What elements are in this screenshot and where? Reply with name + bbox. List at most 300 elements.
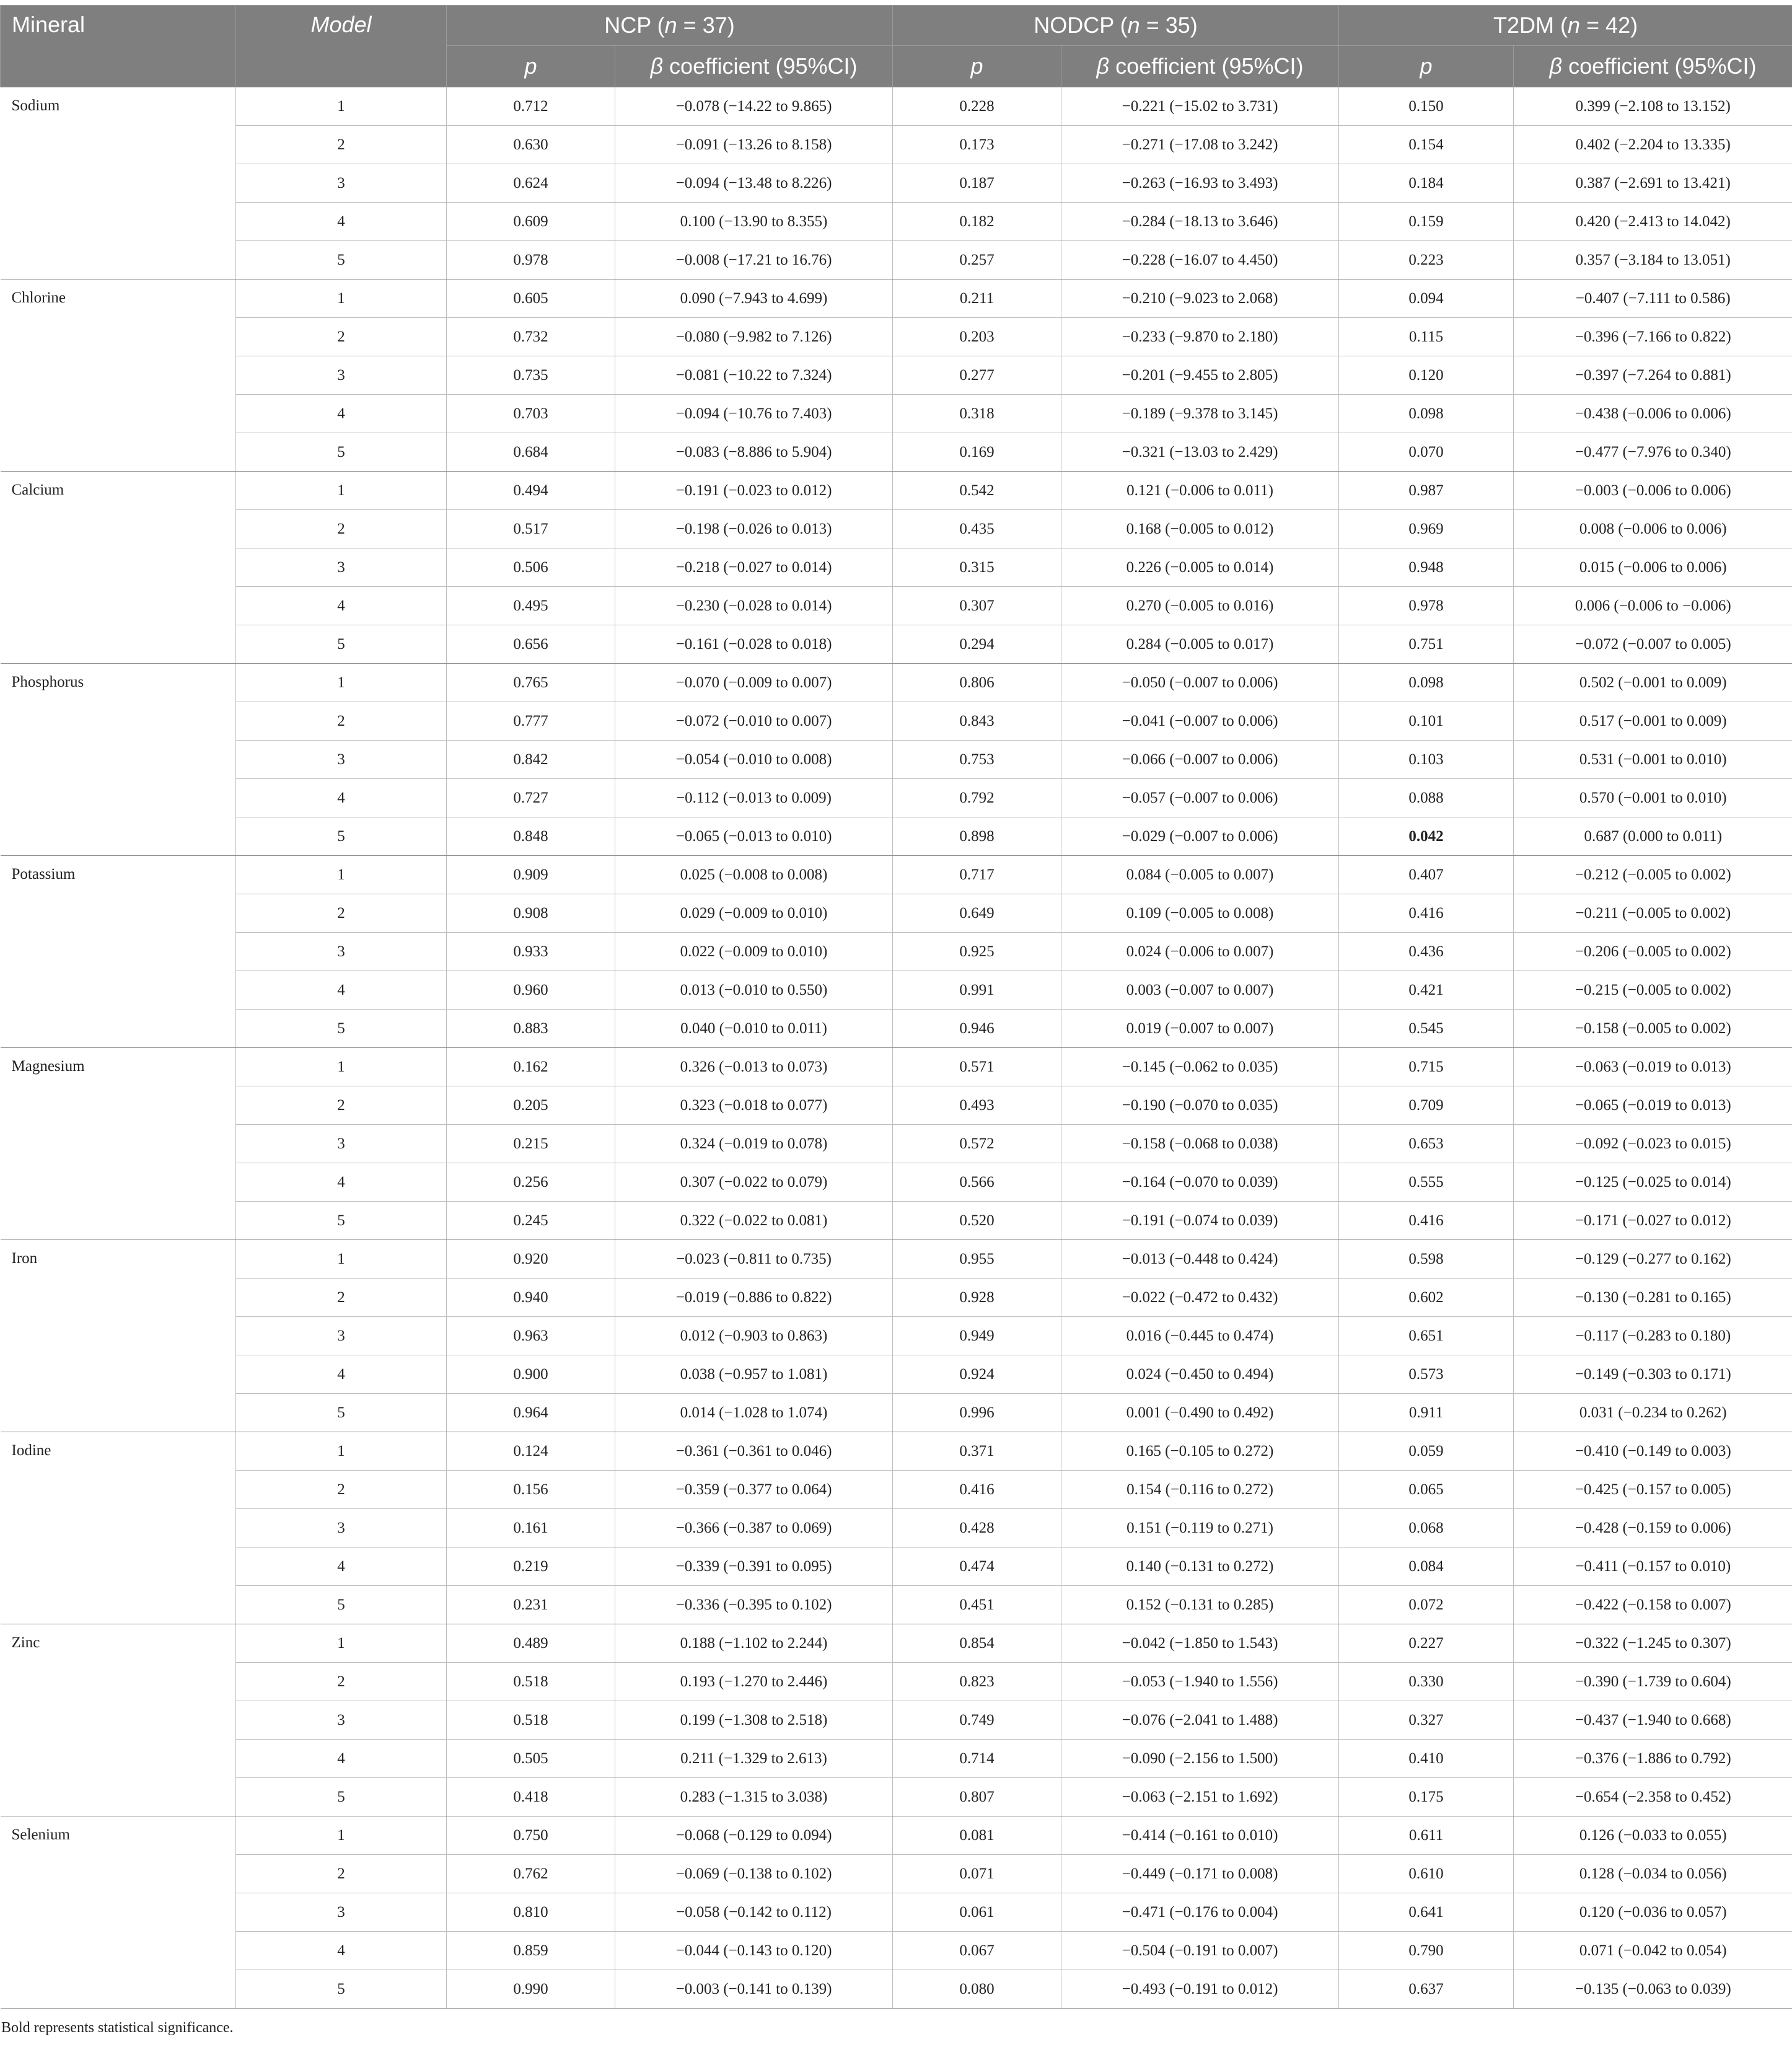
t2dm-beta-cell: −0.063 (−0.019 to 0.013) [1514, 1048, 1792, 1086]
ncp-beta-cell: −0.191 (−0.023 to 0.012) [615, 472, 893, 510]
model-number-cell: 2 [236, 126, 447, 164]
ncp-beta-cell: −0.068 (−0.129 to 0.094) [615, 1816, 893, 1855]
model-number-cell: 1 [236, 1816, 447, 1855]
model-number-cell: 1 [236, 664, 447, 702]
ncp-beta-cell: −0.094 (−10.76 to 7.403) [615, 395, 893, 433]
ncp-p-cell: 0.231 [447, 1586, 615, 1624]
ncp-beta-cell: 0.199 (−1.308 to 2.518) [615, 1701, 893, 1740]
model-number-cell: 5 [236, 1010, 447, 1048]
nodcp-beta-cell: −0.321 (−13.03 to 2.429) [1061, 433, 1339, 472]
nodcp-beta-cell: 0.226 (−0.005 to 0.014) [1061, 548, 1339, 587]
t2dm-beta-cell: −0.171 (−0.027 to 0.012) [1514, 1202, 1792, 1240]
ncp-p-cell: 0.960 [447, 971, 615, 1010]
nodcp-beta-cell: −0.504 (−0.191 to 0.007) [1061, 1932, 1339, 1970]
header-p: p [893, 46, 1061, 87]
t2dm-beta-cell: −0.206 (−0.005 to 0.002) [1514, 933, 1792, 971]
ncp-p-cell: 0.735 [447, 356, 615, 395]
ncp-p-cell: 0.489 [447, 1624, 615, 1663]
header-group-nodcp: NODCP (n = 35) [893, 6, 1339, 46]
model-number-cell: 3 [236, 1509, 447, 1547]
t2dm-beta-cell: −0.437 (−1.940 to 0.668) [1514, 1701, 1792, 1740]
ncp-p-cell: 0.656 [447, 625, 615, 664]
ncp-p-cell: 0.978 [447, 241, 615, 280]
t2dm-p-cell: 0.098 [1339, 664, 1514, 702]
t2dm-beta-cell: 0.502 (−0.001 to 0.009) [1514, 664, 1792, 702]
t2dm-p-cell: 0.227 [1339, 1624, 1514, 1663]
model-number-cell: 2 [236, 702, 447, 741]
table-row [1, 1240, 1792, 1279]
model-number-cell: 5 [236, 817, 447, 856]
table-row [1, 548, 1792, 587]
table-row [1, 1125, 1792, 1163]
table-row [1, 664, 1792, 702]
ncp-beta-cell: −0.019 (−0.886 to 0.822) [615, 1279, 893, 1317]
ncp-beta-cell: 0.040 (−0.010 to 0.011) [615, 1010, 893, 1048]
nodcp-p-cell: 0.949 [893, 1317, 1061, 1355]
t2dm-beta-cell: −0.215 (−0.005 to 0.002) [1514, 971, 1792, 1010]
ncp-p-cell: 0.732 [447, 318, 615, 356]
t2dm-p-cell: 0.436 [1339, 933, 1514, 971]
nodcp-beta-cell: 0.152 (−0.131 to 0.285) [1061, 1586, 1339, 1624]
t2dm-beta-cell: 0.128 (−0.034 to 0.056) [1514, 1855, 1792, 1893]
t2dm-beta-cell: −0.654 (−2.358 to 0.452) [1514, 1778, 1792, 1816]
t2dm-p-cell: 0.088 [1339, 779, 1514, 817]
ncp-beta-cell: −0.336 (−0.395 to 0.102) [615, 1586, 893, 1624]
model-number-cell: 3 [236, 164, 447, 203]
ncp-p-cell: 0.703 [447, 395, 615, 433]
table-header [1, 6, 1792, 87]
table-row [1, 1279, 1792, 1317]
t2dm-p-cell: 0.042 [1339, 817, 1514, 856]
t2dm-p-cell: 0.327 [1339, 1701, 1514, 1740]
t2dm-p-cell: 0.059 [1339, 1432, 1514, 1471]
nodcp-beta-cell: −0.210 (−9.023 to 2.068) [1061, 280, 1339, 318]
t2dm-beta-cell: −0.425 (−0.157 to 0.005) [1514, 1471, 1792, 1509]
ncp-p-cell: 0.908 [447, 894, 615, 933]
t2dm-beta-cell: −0.411 (−0.157 to 0.010) [1514, 1547, 1792, 1586]
ncp-beta-cell: 0.211 (−1.329 to 2.613) [615, 1740, 893, 1778]
nodcp-beta-cell: −0.057 (−0.007 to 0.006) [1061, 779, 1339, 817]
nodcp-beta-cell: 0.024 (−0.450 to 0.494) [1061, 1355, 1339, 1394]
ncp-p-cell: 0.494 [447, 472, 615, 510]
t2dm-beta-cell: 0.387 (−2.691 to 13.421) [1514, 164, 1792, 203]
table-row [1, 1855, 1792, 1893]
nodcp-beta-cell: 0.019 (−0.007 to 0.007) [1061, 1010, 1339, 1048]
model-number-cell: 2 [236, 318, 447, 356]
ncp-beta-cell: −0.072 (−0.010 to 0.007) [615, 702, 893, 741]
ncp-p-cell: 0.762 [447, 1855, 615, 1893]
t2dm-beta-cell: −0.135 (−0.063 to 0.039) [1514, 1970, 1792, 2009]
mineral-name: Potassium [1, 856, 236, 1048]
ncp-beta-cell: 0.014 (−1.028 to 1.074) [615, 1394, 893, 1432]
ncp-p-cell: 0.161 [447, 1509, 615, 1547]
nodcp-p-cell: 0.081 [893, 1816, 1061, 1855]
t2dm-p-cell: 0.094 [1339, 280, 1514, 318]
ncp-beta-cell: −0.081 (−10.22 to 7.324) [615, 356, 893, 395]
nodcp-p-cell: 0.806 [893, 664, 1061, 702]
ncp-beta-cell: 0.307 (−0.022 to 0.079) [615, 1163, 893, 1202]
t2dm-p-cell: 0.410 [1339, 1740, 1514, 1778]
model-number-cell: 1 [236, 1624, 447, 1663]
model-number-cell: 2 [236, 1663, 447, 1701]
nodcp-beta-cell: −0.145 (−0.062 to 0.035) [1061, 1048, 1339, 1086]
nodcp-beta-cell: 0.270 (−0.005 to 0.016) [1061, 587, 1339, 625]
t2dm-beta-cell: −0.407 (−7.111 to 0.586) [1514, 280, 1792, 318]
model-number-cell: 1 [236, 280, 447, 318]
table-row [1, 164, 1792, 203]
table-row [1, 1970, 1792, 2009]
t2dm-p-cell: 0.651 [1339, 1317, 1514, 1355]
model-number-cell: 3 [236, 1317, 447, 1355]
nodcp-beta-cell: 0.084 (−0.005 to 0.007) [1061, 856, 1339, 894]
table-row [1, 1740, 1792, 1778]
t2dm-p-cell: 0.610 [1339, 1855, 1514, 1893]
mineral-name: Iron [1, 1240, 236, 1432]
t2dm-beta-cell: 0.008 (−0.006 to 0.006) [1514, 510, 1792, 548]
nodcp-beta-cell: 0.121 (−0.006 to 0.011) [1061, 472, 1339, 510]
t2dm-beta-cell: −0.130 (−0.281 to 0.165) [1514, 1279, 1792, 1317]
nodcp-p-cell: 0.187 [893, 164, 1061, 203]
header-mineral: Mineral [1, 6, 236, 87]
footnote: Bold represents statistical significance. [1, 2020, 234, 2036]
model-number-cell: 4 [236, 1355, 447, 1394]
t2dm-p-cell: 0.154 [1339, 126, 1514, 164]
mineral-name: Phosphorus [1, 664, 236, 856]
ncp-beta-cell: 0.324 (−0.019 to 0.078) [615, 1125, 893, 1163]
ncp-p-cell: 0.810 [447, 1893, 615, 1932]
mineral-name: Selenium [1, 1816, 236, 2009]
t2dm-p-cell: 0.709 [1339, 1086, 1514, 1125]
nodcp-p-cell: 0.854 [893, 1624, 1061, 1663]
nodcp-p-cell: 0.071 [893, 1855, 1061, 1893]
t2dm-beta-cell: −0.376 (−1.886 to 0.792) [1514, 1740, 1792, 1778]
nodcp-p-cell: 0.307 [893, 587, 1061, 625]
nodcp-beta-cell: −0.066 (−0.007 to 0.006) [1061, 741, 1339, 779]
model-number-cell: 5 [236, 1394, 447, 1432]
ncp-beta-cell: 0.013 (−0.010 to 0.550) [615, 971, 893, 1010]
nodcp-p-cell: 0.807 [893, 1778, 1061, 1816]
model-number-cell: 2 [236, 1855, 447, 1893]
nodcp-p-cell: 0.946 [893, 1010, 1061, 1048]
ncp-beta-cell: 0.025 (−0.008 to 0.008) [615, 856, 893, 894]
model-number-cell: 4 [236, 203, 447, 241]
ncp-beta-cell: −0.044 (−0.143 to 0.120) [615, 1932, 893, 1970]
ncp-beta-cell: −0.078 (−14.22 to 9.865) [615, 87, 893, 126]
nodcp-beta-cell: 0.109 (−0.005 to 0.008) [1061, 894, 1339, 933]
t2dm-beta-cell: −0.422 (−0.158 to 0.007) [1514, 1586, 1792, 1624]
nodcp-p-cell: 0.474 [893, 1547, 1061, 1586]
table-row [1, 433, 1792, 472]
model-number-cell: 5 [236, 1970, 447, 2009]
nodcp-p-cell: 0.228 [893, 87, 1061, 126]
t2dm-p-cell: 0.421 [1339, 971, 1514, 1010]
t2dm-p-cell: 0.159 [1339, 203, 1514, 241]
ncp-beta-cell: −0.339 (−0.391 to 0.095) [615, 1547, 893, 1586]
model-number-cell: 4 [236, 779, 447, 817]
table-row [1, 1663, 1792, 1701]
table-row [1, 87, 1792, 126]
nodcp-beta-cell: −0.263 (−16.93 to 3.493) [1061, 164, 1339, 203]
t2dm-beta-cell: 0.399 (−2.108 to 13.152) [1514, 87, 1792, 126]
nodcp-p-cell: 0.714 [893, 1740, 1061, 1778]
model-number-cell: 3 [236, 933, 447, 971]
ncp-beta-cell: 0.012 (−0.903 to 0.863) [615, 1317, 893, 1355]
ncp-beta-cell: −0.008 (−17.21 to 16.76) [615, 241, 893, 280]
t2dm-beta-cell: −0.158 (−0.005 to 0.002) [1514, 1010, 1792, 1048]
model-number-cell: 1 [236, 1048, 447, 1086]
model-number-cell: 4 [236, 1740, 447, 1778]
nodcp-p-cell: 0.277 [893, 356, 1061, 395]
t2dm-p-cell: 0.115 [1339, 318, 1514, 356]
model-number-cell: 3 [236, 1893, 447, 1932]
t2dm-beta-cell: −0.390 (−1.739 to 0.604) [1514, 1663, 1792, 1701]
t2dm-p-cell: 0.751 [1339, 625, 1514, 664]
nodcp-beta-cell: −0.022 (−0.472 to 0.432) [1061, 1279, 1339, 1317]
ncp-beta-cell: −0.083 (−8.886 to 5.904) [615, 433, 893, 472]
ncp-beta-cell: −0.094 (−13.48 to 8.226) [615, 164, 893, 203]
t2dm-p-cell: 0.969 [1339, 510, 1514, 548]
nodcp-p-cell: 0.792 [893, 779, 1061, 817]
nodcp-beta-cell: −0.041 (−0.007 to 0.006) [1061, 702, 1339, 741]
nodcp-beta-cell: −0.471 (−0.176 to 0.004) [1061, 1893, 1339, 1932]
t2dm-beta-cell: −0.125 (−0.025 to 0.014) [1514, 1163, 1792, 1202]
t2dm-p-cell: 0.175 [1339, 1778, 1514, 1816]
nodcp-beta-cell: −0.189 (−9.378 to 3.145) [1061, 395, 1339, 433]
ncp-p-cell: 0.933 [447, 933, 615, 971]
table-row [1, 510, 1792, 548]
nodcp-p-cell: 0.924 [893, 1355, 1061, 1394]
header-group-ncp: NCP (n = 37) [447, 6, 893, 46]
t2dm-beta-cell: 0.126 (−0.033 to 0.055) [1514, 1816, 1792, 1855]
nodcp-p-cell: 0.493 [893, 1086, 1061, 1125]
header-beta: β coefficient (95%CI) [1061, 46, 1339, 87]
table-row [1, 1048, 1792, 1086]
nodcp-beta-cell: 0.284 (−0.005 to 0.017) [1061, 625, 1339, 664]
table-row [1, 1778, 1792, 1816]
nodcp-p-cell: 0.211 [893, 280, 1061, 318]
nodcp-p-cell: 0.991 [893, 971, 1061, 1010]
table-row [1, 1893, 1792, 1932]
ncp-p-cell: 0.156 [447, 1471, 615, 1509]
nodcp-p-cell: 0.996 [893, 1394, 1061, 1432]
table-row [1, 933, 1792, 971]
ncp-p-cell: 0.777 [447, 702, 615, 741]
nodcp-beta-cell: 0.165 (−0.105 to 0.272) [1061, 1432, 1339, 1471]
model-number-cell: 5 [236, 625, 447, 664]
t2dm-beta-cell: −0.477 (−7.976 to 0.340) [1514, 433, 1792, 472]
mineral-name: Chlorine [1, 280, 236, 472]
nodcp-p-cell: 0.080 [893, 1970, 1061, 2009]
nodcp-p-cell: 0.182 [893, 203, 1061, 241]
ncp-p-cell: 0.256 [447, 1163, 615, 1202]
t2dm-beta-cell: 0.402 (−2.204 to 13.335) [1514, 126, 1792, 164]
ncp-beta-cell: −0.065 (−0.013 to 0.010) [615, 817, 893, 856]
ncp-p-cell: 0.765 [447, 664, 615, 702]
ncp-beta-cell: −0.230 (−0.028 to 0.014) [615, 587, 893, 625]
ncp-beta-cell: −0.366 (−0.387 to 0.069) [615, 1509, 893, 1547]
t2dm-beta-cell: −0.410 (−0.149 to 0.003) [1514, 1432, 1792, 1471]
ncp-p-cell: 0.505 [447, 1740, 615, 1778]
table-container [0, 5, 1792, 2036]
mineral-name: Magnesium [1, 1048, 236, 1240]
nodcp-p-cell: 0.717 [893, 856, 1061, 894]
t2dm-p-cell: 0.330 [1339, 1663, 1514, 1701]
table-row [1, 702, 1792, 741]
nodcp-p-cell: 0.898 [893, 817, 1061, 856]
t2dm-beta-cell: 0.357 (−3.184 to 13.051) [1514, 241, 1792, 280]
table-body [1, 87, 1792, 2009]
table-row [1, 1355, 1792, 1394]
ncp-p-cell: 0.750 [447, 1816, 615, 1855]
t2dm-beta-cell: −0.092 (−0.023 to 0.015) [1514, 1125, 1792, 1163]
nodcp-beta-cell: −0.493 (−0.191 to 0.012) [1061, 1970, 1339, 2009]
ncp-p-cell: 0.205 [447, 1086, 615, 1125]
ncp-beta-cell: −0.091 (−13.26 to 8.158) [615, 126, 893, 164]
model-number-cell: 1 [236, 856, 447, 894]
ncp-p-cell: 0.900 [447, 1355, 615, 1394]
nodcp-beta-cell: −0.414 (−0.161 to 0.010) [1061, 1816, 1339, 1855]
t2dm-beta-cell: 0.031 (−0.234 to 0.262) [1514, 1394, 1792, 1432]
nodcp-beta-cell: −0.063 (−2.151 to 1.692) [1061, 1778, 1339, 1816]
t2dm-p-cell: 0.150 [1339, 87, 1514, 126]
t2dm-beta-cell: −0.396 (−7.166 to 0.822) [1514, 318, 1792, 356]
ncp-p-cell: 0.215 [447, 1125, 615, 1163]
table-row [1, 1317, 1792, 1355]
t2dm-p-cell: 0.637 [1339, 1970, 1514, 2009]
nodcp-beta-cell: 0.016 (−0.445 to 0.474) [1061, 1317, 1339, 1355]
ncp-p-cell: 0.124 [447, 1432, 615, 1471]
nodcp-beta-cell: −0.076 (−2.041 to 1.488) [1061, 1701, 1339, 1740]
t2dm-p-cell: 0.715 [1339, 1048, 1514, 1086]
nodcp-p-cell: 0.843 [893, 702, 1061, 741]
header-group-t2dm: T2DM (n = 42) [1339, 6, 1792, 46]
nodcp-p-cell: 0.753 [893, 741, 1061, 779]
t2dm-p-cell: 0.545 [1339, 1010, 1514, 1048]
model-number-cell: 3 [236, 741, 447, 779]
t2dm-p-cell: 0.120 [1339, 356, 1514, 395]
table-row [1, 241, 1792, 280]
t2dm-beta-cell: −0.065 (−0.019 to 0.013) [1514, 1086, 1792, 1125]
table-row [1, 203, 1792, 241]
ncp-p-cell: 0.909 [447, 856, 615, 894]
nodcp-p-cell: 0.572 [893, 1125, 1061, 1163]
model-number-cell: 5 [236, 241, 447, 280]
model-number-cell: 5 [236, 433, 447, 472]
nodcp-beta-cell: −0.053 (−1.940 to 1.556) [1061, 1663, 1339, 1701]
table-row [1, 1509, 1792, 1547]
t2dm-beta-cell: −0.149 (−0.303 to 0.171) [1514, 1355, 1792, 1394]
nodcp-beta-cell: −0.271 (−17.08 to 3.242) [1061, 126, 1339, 164]
model-number-cell: 2 [236, 510, 447, 548]
ncp-beta-cell: −0.218 (−0.027 to 0.014) [615, 548, 893, 587]
nodcp-beta-cell: −0.050 (−0.007 to 0.006) [1061, 664, 1339, 702]
model-number-cell: 4 [236, 971, 447, 1010]
model-number-cell: 4 [236, 587, 447, 625]
table-row [1, 971, 1792, 1010]
table-row [1, 894, 1792, 933]
model-number-cell: 3 [236, 1701, 447, 1740]
t2dm-beta-cell: 0.071 (−0.042 to 0.054) [1514, 1932, 1792, 1970]
table-row [1, 1202, 1792, 1240]
t2dm-beta-cell: 0.420 (−2.413 to 14.042) [1514, 203, 1792, 241]
nodcp-beta-cell: 0.140 (−0.131 to 0.272) [1061, 1547, 1339, 1586]
table-row [1, 280, 1792, 318]
t2dm-beta-cell: 0.570 (−0.001 to 0.010) [1514, 779, 1792, 817]
t2dm-p-cell: 0.065 [1339, 1471, 1514, 1509]
nodcp-p-cell: 0.203 [893, 318, 1061, 356]
t2dm-p-cell: 0.573 [1339, 1355, 1514, 1394]
t2dm-beta-cell: −0.211 (−0.005 to 0.002) [1514, 894, 1792, 933]
model-number-cell: 1 [236, 472, 447, 510]
table-row [1, 1586, 1792, 1624]
t2dm-p-cell: 0.103 [1339, 741, 1514, 779]
model-number-cell: 2 [236, 1279, 447, 1317]
ncp-beta-cell: −0.069 (−0.138 to 0.102) [615, 1855, 893, 1893]
table-row [1, 1932, 1792, 1970]
ncp-p-cell: 0.495 [447, 587, 615, 625]
header-beta: β coefficient (95%CI) [1514, 46, 1792, 87]
mineral-name: Zinc [1, 1624, 236, 1816]
nodcp-p-cell: 0.566 [893, 1163, 1061, 1202]
nodcp-p-cell: 0.428 [893, 1509, 1061, 1547]
table-row [1, 587, 1792, 625]
table-row [1, 318, 1792, 356]
nodcp-p-cell: 0.749 [893, 1701, 1061, 1740]
ncp-beta-cell: 0.038 (−0.957 to 1.081) [615, 1355, 893, 1394]
t2dm-p-cell: 0.416 [1339, 894, 1514, 933]
model-number-cell: 4 [236, 1547, 447, 1586]
ncp-p-cell: 0.518 [447, 1701, 615, 1740]
nodcp-beta-cell: −0.042 (−1.850 to 1.543) [1061, 1624, 1339, 1663]
t2dm-beta-cell: −0.397 (−7.264 to 0.881) [1514, 356, 1792, 395]
mineral-name: Iodine [1, 1432, 236, 1624]
nodcp-p-cell: 0.649 [893, 894, 1061, 933]
nodcp-beta-cell: −0.201 (−9.455 to 2.805) [1061, 356, 1339, 395]
t2dm-p-cell: 0.948 [1339, 548, 1514, 587]
t2dm-p-cell: 0.641 [1339, 1893, 1514, 1932]
nodcp-p-cell: 0.294 [893, 625, 1061, 664]
model-number-cell: 2 [236, 1086, 447, 1125]
table-row [1, 1432, 1792, 1471]
table-row [1, 1394, 1792, 1432]
model-number-cell: 2 [236, 894, 447, 933]
table-row [1, 779, 1792, 817]
t2dm-p-cell: 0.098 [1339, 395, 1514, 433]
ncp-p-cell: 0.605 [447, 280, 615, 318]
table-row [1, 1816, 1792, 1855]
ncp-p-cell: 0.859 [447, 1932, 615, 1970]
nodcp-p-cell: 0.451 [893, 1586, 1061, 1624]
ncp-p-cell: 0.727 [447, 779, 615, 817]
nodcp-p-cell: 0.173 [893, 126, 1061, 164]
t2dm-beta-cell: 0.687 (0.000 to 0.011) [1514, 817, 1792, 856]
ncp-p-cell: 0.609 [447, 203, 615, 241]
t2dm-beta-cell: −0.428 (−0.159 to 0.006) [1514, 1509, 1792, 1547]
ncp-beta-cell: −0.161 (−0.028 to 0.018) [615, 625, 893, 664]
nodcp-p-cell: 0.257 [893, 241, 1061, 280]
ncp-p-cell: 0.848 [447, 817, 615, 856]
ncp-beta-cell: 0.323 (−0.018 to 0.077) [615, 1086, 893, 1125]
ncp-beta-cell: −0.359 (−0.377 to 0.064) [615, 1471, 893, 1509]
t2dm-p-cell: 0.611 [1339, 1816, 1514, 1855]
nodcp-p-cell: 0.435 [893, 510, 1061, 548]
nodcp-p-cell: 0.416 [893, 1471, 1061, 1509]
t2dm-p-cell: 0.987 [1339, 472, 1514, 510]
nodcp-p-cell: 0.371 [893, 1432, 1061, 1471]
nodcp-beta-cell: 0.168 (−0.005 to 0.012) [1061, 510, 1339, 548]
t2dm-p-cell: 0.598 [1339, 1240, 1514, 1279]
model-number-cell: 1 [236, 87, 447, 126]
